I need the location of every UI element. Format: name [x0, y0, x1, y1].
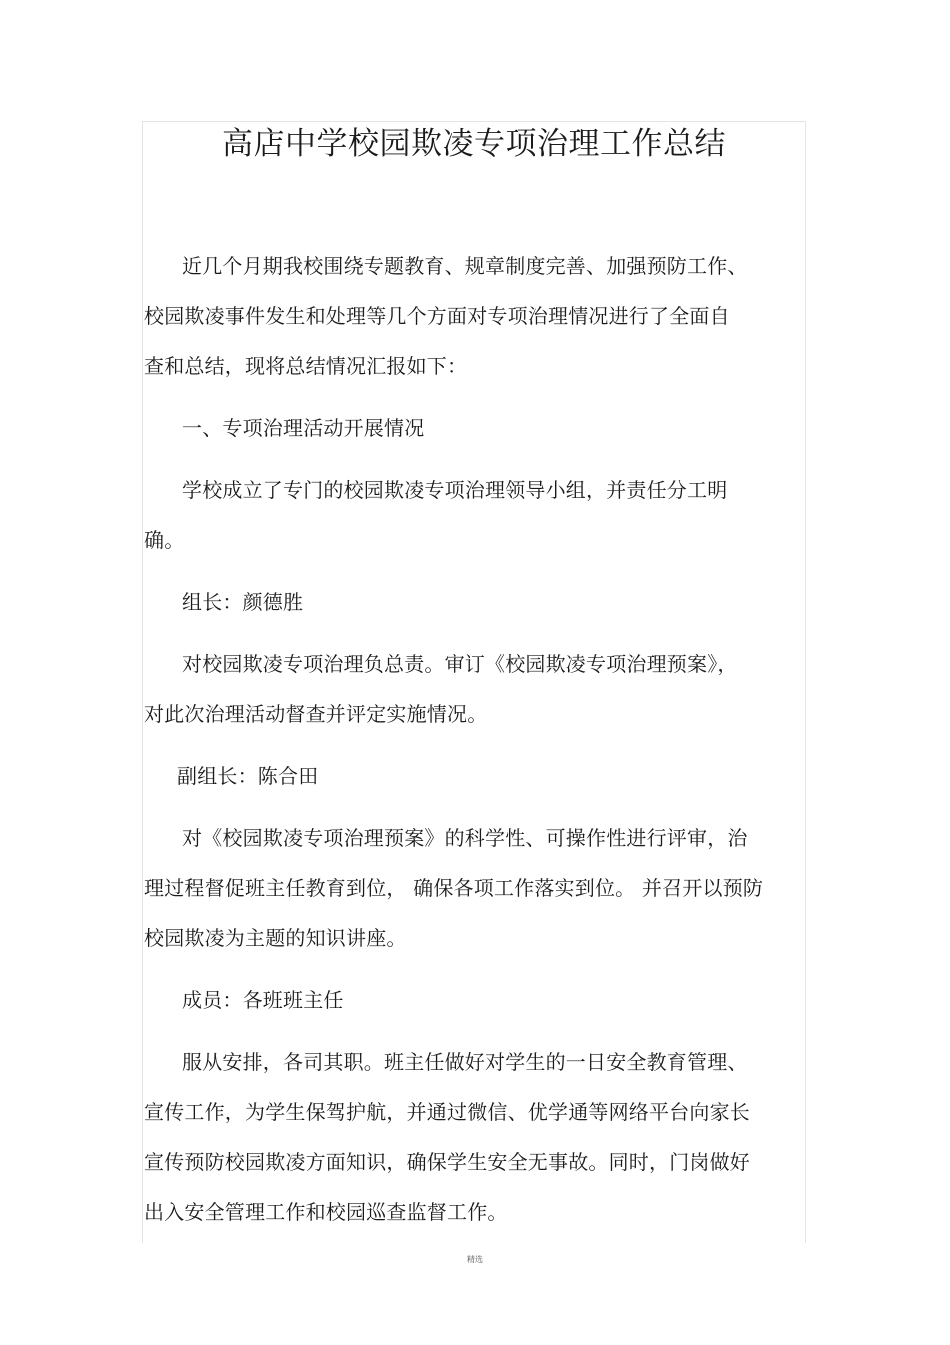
- paragraph-line: 查和总结，现将总结情况汇报如下：: [144, 354, 468, 378]
- paragraph-line: 出入安全管理工作和校园巡查监督工作。: [144, 1200, 508, 1224]
- paragraph-line: 近几个月期我校围绕专题教育、规章制度完善、加强预防工作、: [182, 254, 748, 278]
- paragraph-line: 对《校园欺凌专项治理预案》的科学性、可操作性进行评审，治: [182, 826, 748, 850]
- section-heading: 一、专项治理活动开展情况: [182, 416, 425, 440]
- document-title: 高店中学校园欺凌专项治理工作总结: [222, 126, 726, 162]
- leader-line: 组长：颜德胜: [182, 590, 304, 614]
- page-footer: 精选: [467, 1255, 483, 1264]
- paragraph-line: 确。: [144, 528, 185, 552]
- paragraph-line: 宣传预防校园欺凌方面知识，确保学生安全无事故。同时，门岗做好: [144, 1150, 750, 1174]
- paragraph-line: 对此次治理活动督查并评定实施情况。: [144, 702, 488, 726]
- deputy-leader-line: 副组长：陈合田: [177, 764, 319, 788]
- paragraph-line: 校园欺凌为主题的知识讲座。: [144, 926, 407, 950]
- members-line: 成员：各班班主任: [182, 988, 344, 1012]
- paragraph-line: 理过程督促班主任教育到位， 确保各项工作落实到位。 并召开以预防: [144, 876, 764, 900]
- paragraph-line: 学校成立了专门的校园欺凌专项治理领导小组，并责任分工明: [182, 478, 728, 502]
- paragraph-line: 宣传工作，为学生保驾护航，并通过微信、优学通等网络平台向家长: [144, 1100, 750, 1124]
- paragraph-line: 校园欺凌事件发生和处理等几个方面对专项治理情况进行了全面自: [144, 304, 730, 328]
- paragraph-line: 对校园欺凌专项治理负总责。审订《校园欺凌专项治理预案》，: [182, 652, 738, 676]
- paragraph-line: 服从安排，各司其职。班主任做好对学生的一日安全教育管理、: [182, 1050, 748, 1074]
